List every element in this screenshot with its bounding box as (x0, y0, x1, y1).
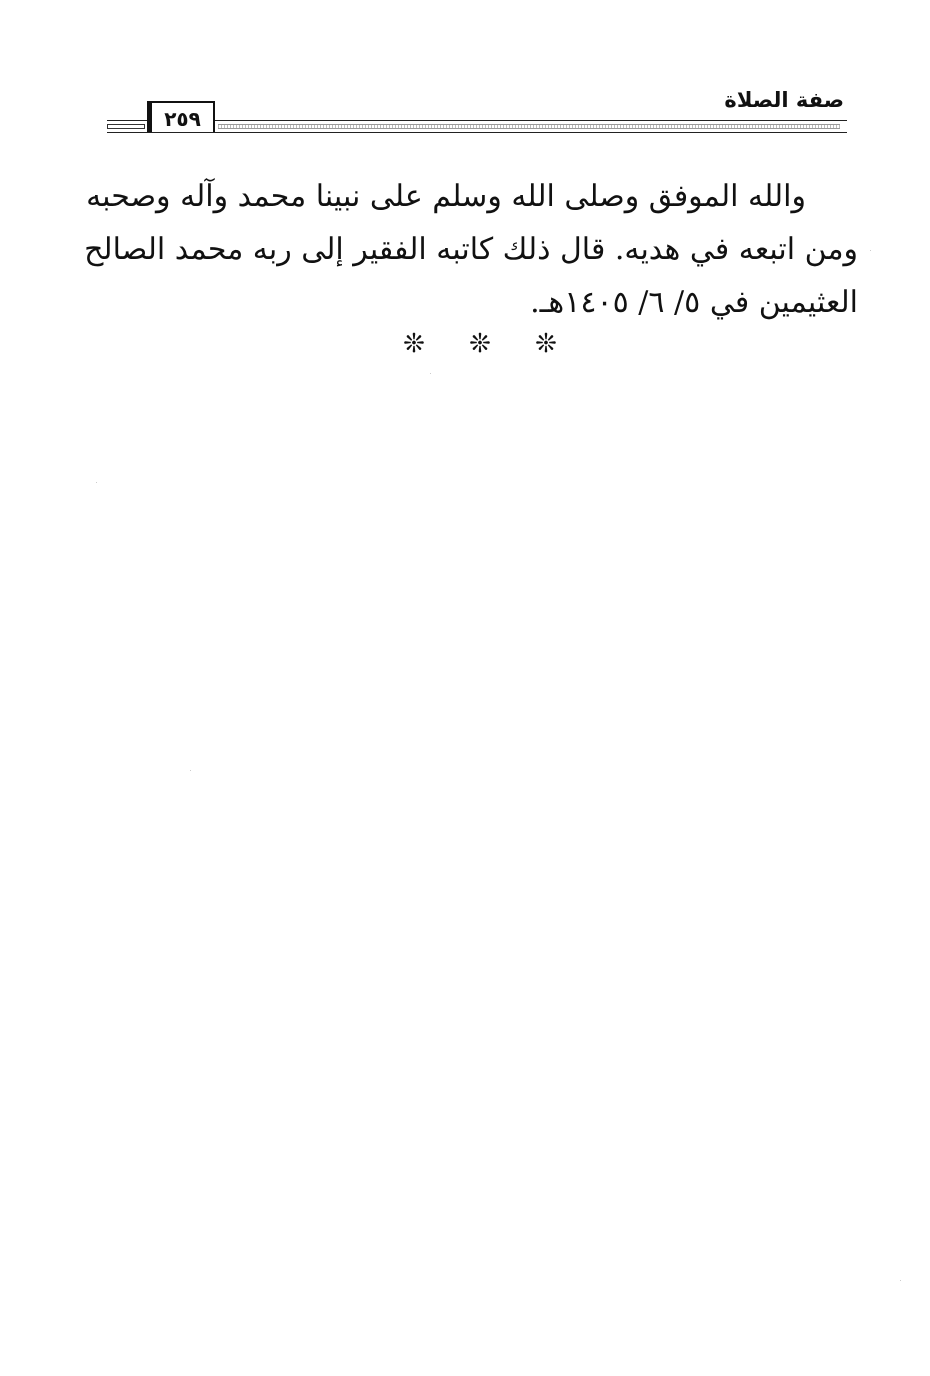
text-line-1: والله الموفق وصلى الله وسلم على نبينا محمد وآله وصحبه (86, 179, 806, 214)
header-rule-pattern (218, 124, 840, 129)
section-separator (400, 326, 560, 362)
scan-speck (430, 373, 431, 374)
scan-speck (96, 482, 97, 483)
text-line-2: ومن اتبعه في هديه. قال ذلك كاتبه الفقير إلى ربه محمد الصالح (84, 232, 858, 267)
page-number: ٢٥٩ (147, 101, 215, 132)
star-icon: ❊ (535, 329, 557, 359)
header-rule-stub (107, 124, 145, 129)
scan-speck (870, 250, 871, 251)
star-icon: ❊ (403, 329, 425, 359)
running-title: صفة الصلاة (724, 88, 844, 112)
body-paragraph (84, 170, 858, 329)
text-line-3: العثيمين في ٥/ ٦/ ١٤٠٥هـ. (530, 285, 858, 320)
scan-speck (190, 770, 191, 771)
star-icon: ❊ (469, 329, 491, 359)
scan-speck (900, 1280, 901, 1281)
